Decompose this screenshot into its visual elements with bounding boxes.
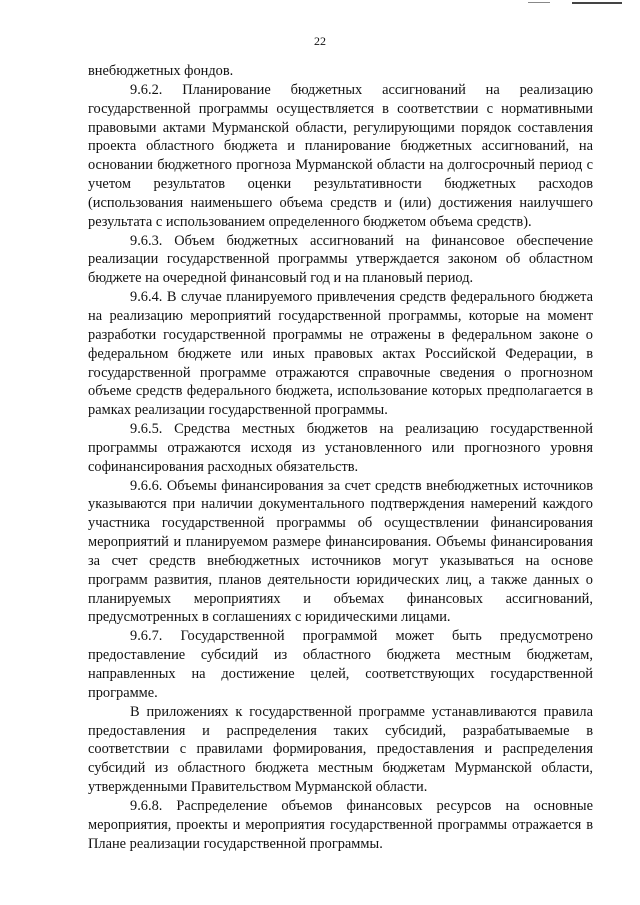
paragraph-9-6-7: 9.6.7. Государственной программой может быть предусмотрено предоставление субсидий из областного бюджета местным бюджетам, направленных на достижение целей, соответствующих государственной программе. (88, 628, 593, 701)
paragraph-9-6-3: 9.6.3. Объем бюджетных ассигнований на финансовое обеспечение реализации государственной программы утверждается законом об областном бюджете на очередной финансовый год и на плановый период. (88, 232, 593, 287)
document-body (88, 62, 593, 853)
paragraph-9-6-4: 9.6.4. В случае планируемого привлечения средств федерального бюджета на реализацию мероприятий государственной программы, которые на момент разработки государственной программы не отражены в федеральном законе о федеральном бюджете или иных правовых актах Российской Федерации, в государственной программе отражаются справочные сведения о прогнозном объеме средств федерального бюджета, использование которых предполагается в рамках реализации государственной программы. (88, 289, 593, 419)
page-number: 22 (314, 34, 326, 48)
paragraph-9-6-6: 9.6.6. Объемы финансирования за счет средств внебюджетных источников указываются при наличии документального подтверждения намерений каждого участника государственной программы об осуществлении финансирования мероприятий и планируемом размере финансирования. Объемы финансирования за счет средств внебюджетных источников могут указываться на основе программ развития, планов деятельности юридических лиц, а также данных о планируемых мероприятиях и объемах финансовых ассигнований, предусмотренных в соглашениях с юридическими лицами. (88, 477, 593, 626)
scan-mark (572, 2, 622, 4)
paragraph-continuation: внебюджетных фондов. (88, 63, 234, 79)
paragraph-9-6-8: 9.6.8. Распределение объемов финансовых ресурсов на основные мероприятия, проекты и мероприятия государственной программы отражается в Плане реализации государственной программы. (88, 797, 593, 852)
paragraph-9-6-5: 9.6.5. Средства местных бюджетов на реализацию государственной программы отражаются исходя из установленного или прогнозного уровня софинансирования расходных обязательств. (88, 421, 593, 475)
paragraph-appendix-subsidies: В приложениях к государственной программе устанавливаются правила предоставления и распределения таких субсидий, разрабатываемые в соответствии с правилами формирования, предоставления и распределения субсидий из областного бюджета местным бюджетам Мурманской области, утвержденными Правительством Мурманской области. (88, 703, 593, 796)
paragraph-9-6-2: 9.6.2. Планирование бюджетных ассигнований на реализацию государственной программы осуществляется в соответствии с нормативными правовыми актами Мурманской области, регулирующими порядок составления проекта областного бюджета и планирование бюджетных ассигнований, на основании бюджетного прогноза Мурманской области на долгосрочный период с учетом результатов оценки результативности бюджетных расходов (использования наименьшего объема средств и (или) достижения наилучшего результата с использованием определенного бюджетом объема средств). (88, 81, 593, 230)
scan-mark (528, 2, 550, 3)
